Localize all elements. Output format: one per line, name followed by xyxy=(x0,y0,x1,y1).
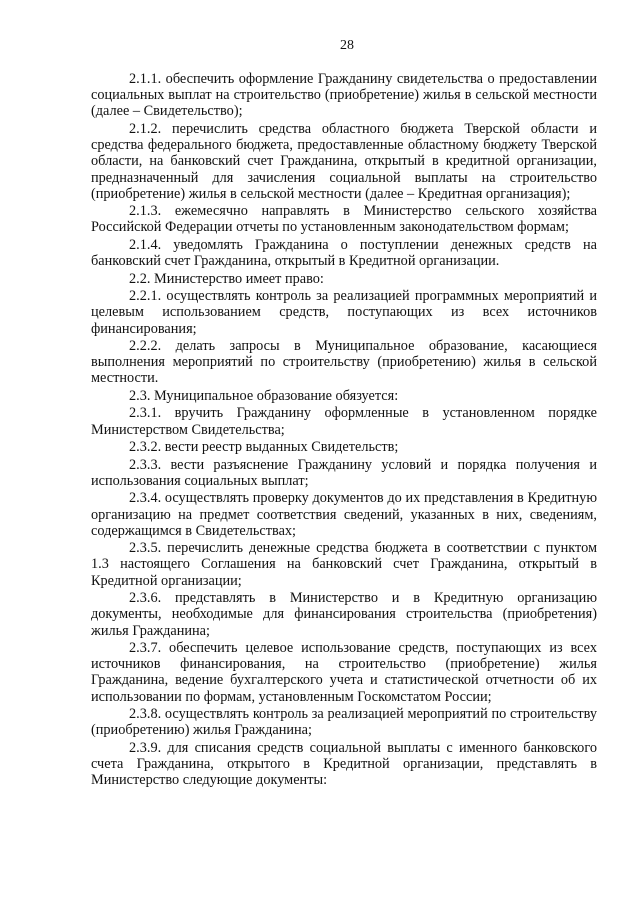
paragraph-2-2: 2.2. Министерство имеет право: xyxy=(129,270,324,287)
paragraph-2-2-1: 2.2.1. осуществлять контроль за реализацией программных мероприятий и целевым использованием средств, поступающих из всех источников финансирования; xyxy=(91,288,597,337)
paragraph-2-1-3: 2.1.3. ежемесячно направлять в Министерство сельского хозяйства Российской Федерации отчеты по установленным законодательством формам; xyxy=(91,203,597,236)
paragraph-2-3-3: 2.3.3. вести разъяснение Гражданину условий и порядка получения и использования социальных выплат; xyxy=(91,456,597,489)
paragraph-2-3-8: 2.3.8. осуществлять контроль за реализацией мероприятий по строительству (приобретению) жилья Гражданина; xyxy=(91,706,597,739)
paragraph-2-3-9: 2.3.9. для списания средств социальной выплаты с именного банковского счета Гражданина, открытого в Кредитной организации, представлять в Министерство следующие документы: xyxy=(91,739,597,789)
paragraph-2-3-5: 2.3.5. перечислить денежные средства бюджета в соответствии с пунктом 1.3 настоящего Соглашения на банковский счет Гражданина, открытый в Кредитной организации; xyxy=(91,540,597,589)
paragraph-2-3-2: 2.3.2. вести реестр выданных Свидетельств; xyxy=(129,439,399,456)
paragraph-2-1-1: 2.1.1. обеспечить оформление Гражданину свидетельства о предоставлении социальных выплат на строительство (приобретение) жилья в сельской местности (далее – Свидетельство); xyxy=(91,71,597,120)
page-number: 28 xyxy=(340,38,354,53)
paragraph-2-2-2: 2.2.2. делать запросы в Муниципальное образование, касающиеся выполнения мероприятий по строительству (приобретению) жилья в сельской местности. xyxy=(91,338,597,387)
paragraph-2-3-4: 2.3.4. осуществлять проверку документов до их представления в Кредитную организацию на предмет соответствия сведений, указанных в них, сведениям, содержащимся в Свидетельствах; xyxy=(91,490,597,539)
paragraph-2-3: 2.3. Муниципальное образование обязуется: xyxy=(129,387,399,404)
paragraph-2-3-1: 2.3.1. вручить Гражданину оформленные в установленном порядке Министерством Свидетельства; xyxy=(91,405,597,438)
paragraph-2-1-2: 2.1.2. перечислить средства областного бюджета Тверской области и средства федерального бюджета, предоставленные областному бюджету Тверской области, на банковский счет Гражданина, открытый в кредитной организации, предназначенный для зачисления социальной выплаты на строительство (приобретение) жилья в сельской местности (далее – Кредитная организация); xyxy=(91,120,597,202)
paragraph-2-3-7: 2.3.7. обеспечить целевое использование средств, поступающих из всех источников финансирования, на строительство (приобретение) жилья Гражданина, ведение бухгалтерского учета и статистической отчетности об их использовании по формам, установленным Госкомстатом России; xyxy=(91,640,597,705)
paragraph-2-3-6: 2.3.6. представлять в Министерство и в Кредитную организацию документы, необходимые для финансирования строительства (приобретения) жилья Гражданина; xyxy=(91,590,597,639)
document-page xyxy=(91,38,597,790)
paragraph-2-1-4: 2.1.4. уведомлять Гражданина о поступлении денежных средств на банковский счет Гражданина, открытый в Кредитной организации. xyxy=(91,236,597,270)
